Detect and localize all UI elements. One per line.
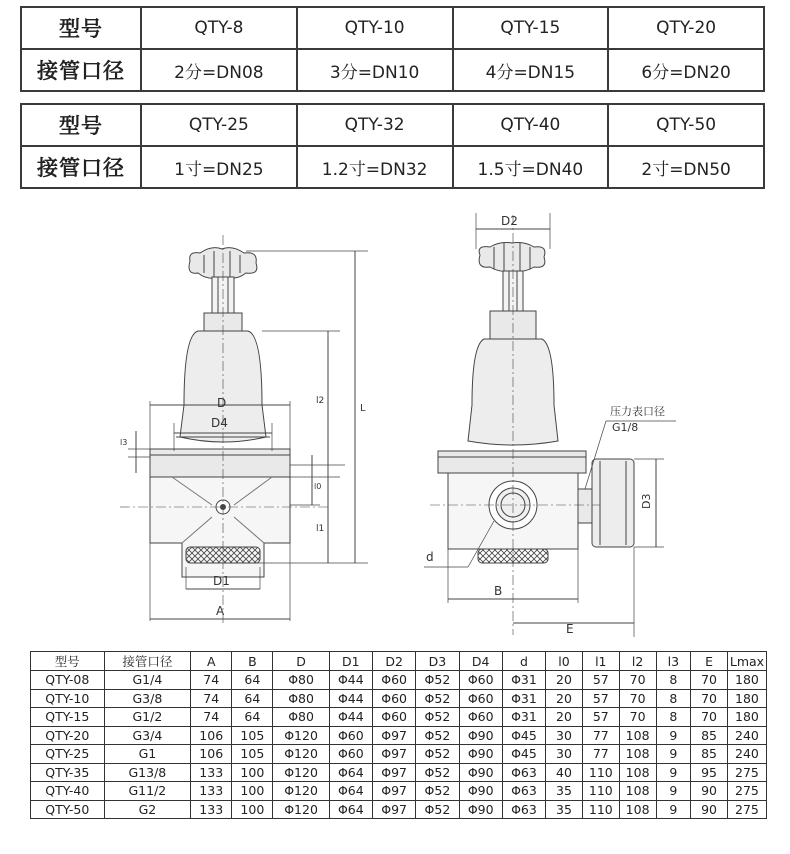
table-cell: Φ60 <box>372 708 415 727</box>
table-cell: G3/4 <box>104 726 191 745</box>
table-cell: 106 <box>191 745 232 764</box>
table-row <box>31 782 767 801</box>
table-cell: Φ97 <box>372 726 415 745</box>
pipe-cell: 4分=DN15 <box>453 49 609 91</box>
table-cell: 180 <box>727 708 766 727</box>
table-cell: 64 <box>232 689 273 708</box>
table-cell: Φ60 <box>459 689 502 708</box>
column-header: l0 <box>546 652 583 671</box>
model-cell: QTY-20 <box>608 7 764 49</box>
table-cell: 240 <box>727 745 766 764</box>
table-cell: Φ64 <box>329 763 372 782</box>
table-row <box>31 745 767 764</box>
table-cell: 110 <box>582 800 619 819</box>
table-cell: Φ60 <box>329 745 372 764</box>
table-cell: 108 <box>619 745 656 764</box>
handwheel-icon <box>479 243 545 272</box>
table-cell: 100 <box>232 782 273 801</box>
column-header: D1 <box>329 652 372 671</box>
flange <box>150 449 290 477</box>
column-header: D3 <box>416 652 459 671</box>
table-row <box>31 689 767 708</box>
table-cell: Φ120 <box>273 782 329 801</box>
table-cell: 110 <box>582 782 619 801</box>
table-cell: 180 <box>727 671 766 690</box>
model-label: 型号 <box>21 104 141 146</box>
label-D2: D2 <box>501 214 518 228</box>
table-cell: QTY-20 <box>31 726 105 745</box>
table-cell: 275 <box>727 800 766 819</box>
pipe-cell: 6分=DN20 <box>608 49 764 91</box>
spec-table-2 <box>20 103 765 189</box>
table-cell: Φ31 <box>502 708 545 727</box>
table-row <box>31 726 767 745</box>
table-cell: Φ31 <box>502 689 545 708</box>
table-cell: 8 <box>656 671 691 690</box>
table-cell: Φ80 <box>273 708 329 727</box>
table-cell: 20 <box>546 708 583 727</box>
table-cell: Φ90 <box>459 763 502 782</box>
dimension-table-body <box>31 671 767 819</box>
spec-row-pipe <box>21 49 764 91</box>
table-cell: 74 <box>191 689 232 708</box>
label-D: D <box>217 396 227 410</box>
table-cell: Φ60 <box>459 671 502 690</box>
table-cell: 275 <box>727 763 766 782</box>
table-cell: 106 <box>191 726 232 745</box>
table-cell: 9 <box>656 800 691 819</box>
column-header: D4 <box>459 652 502 671</box>
table-cell: 70 <box>691 689 728 708</box>
table-cell: Φ97 <box>372 800 415 819</box>
dimension-table <box>30 651 767 819</box>
table-cell: Φ45 <box>502 726 545 745</box>
table-cell: 70 <box>691 671 728 690</box>
table-cell: 105 <box>232 726 273 745</box>
table-cell: 57 <box>582 671 619 690</box>
table-cell: Φ120 <box>273 726 329 745</box>
table-cell: Φ64 <box>329 800 372 819</box>
front-view <box>120 235 368 625</box>
table-cell: 240 <box>727 726 766 745</box>
table-cell: Φ44 <box>329 671 372 690</box>
spec-row-pipe <box>21 146 764 188</box>
label-D1: D1 <box>213 574 230 588</box>
label-E: E <box>566 622 574 636</box>
table-cell: Φ63 <box>502 800 545 819</box>
table-cell: 30 <box>546 726 583 745</box>
dimension-table-header <box>31 652 767 671</box>
spec-table-1 <box>20 6 765 92</box>
gauge-port-title: 压力表口径 <box>610 405 665 418</box>
table-cell: Φ31 <box>502 671 545 690</box>
table-cell: 8 <box>656 708 691 727</box>
label-l3: l3 <box>120 438 128 447</box>
table-cell: QTY-35 <box>31 763 105 782</box>
label-d: d <box>426 550 434 564</box>
model-cell: QTY-32 <box>297 104 453 146</box>
table-cell: 133 <box>191 763 232 782</box>
pipe-label: 接管口径 <box>21 146 141 188</box>
column-header: B <box>232 652 273 671</box>
table-cell: Φ90 <box>459 782 502 801</box>
table-cell: 108 <box>619 782 656 801</box>
table-cell: 110 <box>582 763 619 782</box>
table-cell: 70 <box>619 708 656 727</box>
column-header: D <box>273 652 329 671</box>
table-cell: QTY-50 <box>31 800 105 819</box>
table-cell: 74 <box>191 671 232 690</box>
table-cell: 35 <box>546 782 583 801</box>
table-cell: Φ63 <box>502 763 545 782</box>
pipe-cell: 2寸=DN50 <box>608 146 764 188</box>
table-cell: G1/4 <box>104 671 191 690</box>
table-cell: G2 <box>104 800 191 819</box>
table-cell: 90 <box>691 782 728 801</box>
table-cell: Φ60 <box>372 689 415 708</box>
table-cell: 90 <box>691 800 728 819</box>
table-cell: 133 <box>191 800 232 819</box>
label-A: A <box>216 604 225 618</box>
table-cell: Φ52 <box>416 708 459 727</box>
table-cell: QTY-40 <box>31 782 105 801</box>
table-cell: Φ52 <box>416 689 459 708</box>
table-cell: Φ52 <box>416 745 459 764</box>
model-cell: QTY-50 <box>608 104 764 146</box>
column-header: 型号 <box>31 652 105 671</box>
column-header: A <box>191 652 232 671</box>
table-cell: Φ120 <box>273 763 329 782</box>
label-D4: D4 <box>211 416 228 430</box>
table-cell: Φ52 <box>416 763 459 782</box>
table-cell: Φ120 <box>273 800 329 819</box>
table-cell: 8 <box>656 689 691 708</box>
table-cell: QTY-08 <box>31 671 105 690</box>
table-cell: Φ44 <box>329 708 372 727</box>
column-header: D2 <box>372 652 415 671</box>
table-row <box>31 708 767 727</box>
table-cell: 108 <box>619 763 656 782</box>
table-cell: 100 <box>232 800 273 819</box>
table-cell: QTY-10 <box>31 689 105 708</box>
table-cell: Φ60 <box>329 726 372 745</box>
column-header: l1 <box>582 652 619 671</box>
technical-drawing <box>0 205 790 645</box>
table-cell: Φ52 <box>416 671 459 690</box>
table-cell: 275 <box>727 782 766 801</box>
column-header: l3 <box>656 652 691 671</box>
table-cell: 9 <box>656 763 691 782</box>
table-cell: Φ52 <box>416 782 459 801</box>
table-cell: 108 <box>619 800 656 819</box>
table-cell: Φ60 <box>372 671 415 690</box>
pipe-cell: 1.5寸=DN40 <box>453 146 609 188</box>
table-cell: 77 <box>582 726 619 745</box>
pipe-label: 接管口径 <box>21 49 141 91</box>
table-cell: 20 <box>546 689 583 708</box>
table-cell: 57 <box>582 708 619 727</box>
table-cell: QTY-25 <box>31 745 105 764</box>
model-cell: QTY-10 <box>297 7 453 49</box>
label-D3: D3 <box>640 493 653 509</box>
table-cell: Φ44 <box>329 689 372 708</box>
table-row <box>31 671 767 690</box>
table-cell: 108 <box>619 726 656 745</box>
column-header: l2 <box>619 652 656 671</box>
model-cell: QTY-8 <box>141 7 297 49</box>
model-cell: QTY-25 <box>141 104 297 146</box>
table-cell: Φ97 <box>372 745 415 764</box>
table-cell: Φ52 <box>416 800 459 819</box>
table-cell: 77 <box>582 745 619 764</box>
table-cell: 180 <box>727 689 766 708</box>
table-cell: 100 <box>232 763 273 782</box>
pipe-cell: 1.2寸=DN32 <box>297 146 453 188</box>
table-cell: 20 <box>546 671 583 690</box>
table-cell: 70 <box>619 671 656 690</box>
table-cell: 57 <box>582 689 619 708</box>
pipe-cell: 2分=DN08 <box>141 49 297 91</box>
table-cell: 70 <box>691 708 728 727</box>
table-cell: 70 <box>619 689 656 708</box>
flange <box>438 451 586 473</box>
table-cell: 64 <box>232 708 273 727</box>
table-cell: G1/2 <box>104 708 191 727</box>
table-cell: 9 <box>656 782 691 801</box>
table-cell: 95 <box>691 763 728 782</box>
table-cell: Φ90 <box>459 745 502 764</box>
model-label: 型号 <box>21 7 141 49</box>
label-l1: l1 <box>316 524 325 534</box>
pipe-cell: 3分=DN10 <box>297 49 453 91</box>
table-cell: 85 <box>691 745 728 764</box>
table-cell: 9 <box>656 726 691 745</box>
spec-row-model <box>21 104 764 146</box>
table-cell: 64 <box>232 671 273 690</box>
table-cell: 9 <box>656 745 691 764</box>
gauge-port-size: G1/8 <box>612 421 639 434</box>
column-header: 接管口径 <box>104 652 191 671</box>
table-cell: 40 <box>546 763 583 782</box>
column-header: Lmax <box>727 652 766 671</box>
table-cell: G13/8 <box>104 763 191 782</box>
table-cell: Φ97 <box>372 763 415 782</box>
table-cell: Φ60 <box>459 708 502 727</box>
table-cell: QTY-15 <box>31 708 105 727</box>
table-cell: Φ120 <box>273 745 329 764</box>
table-cell: Φ63 <box>502 782 545 801</box>
table-cell: Φ64 <box>329 782 372 801</box>
table-cell: 74 <box>191 708 232 727</box>
table-cell: Φ97 <box>372 782 415 801</box>
table-cell: 85 <box>691 726 728 745</box>
table-cell: 133 <box>191 782 232 801</box>
spec-row-model <box>21 7 764 49</box>
model-cell: QTY-15 <box>453 7 609 49</box>
table-cell: Φ90 <box>459 726 502 745</box>
label-B: B <box>494 584 503 598</box>
table-cell: 30 <box>546 745 583 764</box>
column-header: d <box>502 652 545 671</box>
label-L: L <box>360 403 366 414</box>
table-cell: G11/2 <box>104 782 191 801</box>
table-cell: Φ90 <box>459 800 502 819</box>
table-cell: G1 <box>104 745 191 764</box>
model-cell: QTY-40 <box>453 104 609 146</box>
table-cell: Φ80 <box>273 671 329 690</box>
table-cell: Φ80 <box>273 689 329 708</box>
table-cell: Φ45 <box>502 745 545 764</box>
pipe-cell: 1寸=DN25 <box>141 146 297 188</box>
column-header: E <box>691 652 728 671</box>
table-cell: Φ52 <box>416 726 459 745</box>
table-cell: 35 <box>546 800 583 819</box>
table-row <box>31 763 767 782</box>
label-l2: l2 <box>316 396 325 406</box>
table-cell: 105 <box>232 745 273 764</box>
table-cell: G3/8 <box>104 689 191 708</box>
table-row <box>31 800 767 819</box>
label-l0: l0 <box>314 482 322 491</box>
